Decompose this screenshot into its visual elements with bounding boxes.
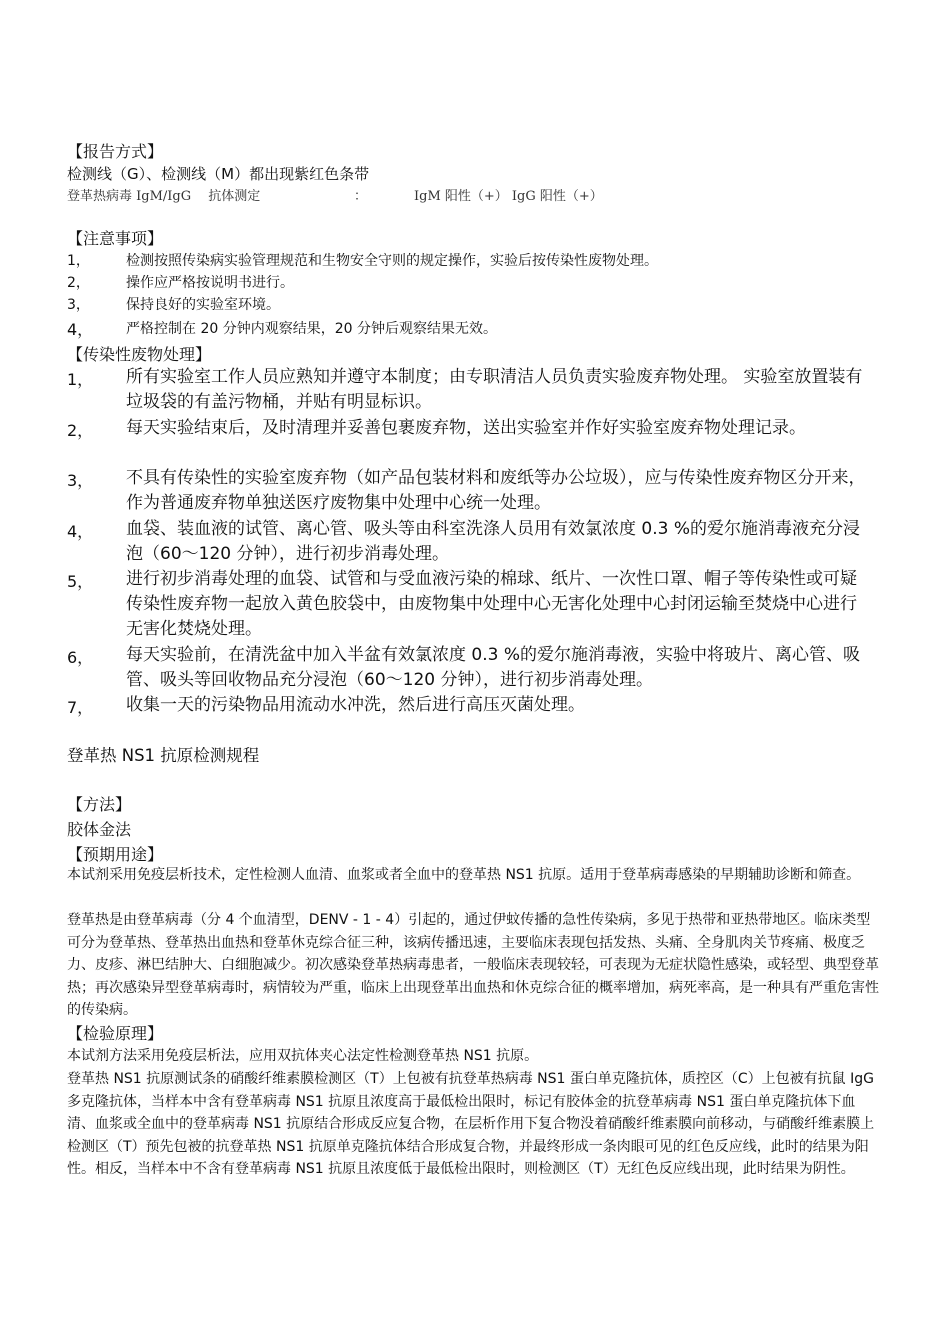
waste-number: 6， [67,648,94,667]
use-paragraph: 登革热是由登革病毒（分 4 个血清型，DENV - 1 - 4）引起的，通过伊蚊传播的急性传染病，多见于热带和亚热带地区。临床类型可分为登革热、登革热出血热和登革休克综合征三种，该病传播迅速，主要临床表现包括发热、头痛、全身肌肉关节疼痛、极度乏力、皮疹、淋巴结肿大、白细胞减少。初次感染登革热病毒患者，一般临床表现较轻，可表现为无症状隐性感染，或轻型、典型登革热；再次感染异型登革病毒时，病情较为严重，临床上出现登革出血热和休克综合征的概率增加，病死率高，是一种具有严重危害性的传染病。 [67,912,879,1018]
use-heading: 【预期用途】 [67,845,164,864]
waste-item: 每天实验结束后，及时清理并妥善包裹废弃物，送出实验室并作好实验室废弃物处理记录。 [126,418,806,438]
note-item: 检测按照传染病实验管理规范和生物安全守则的规定操作，实验后按传染性废物处理。 [126,253,658,269]
result-value: IgM 阳性（+） IgG 阳性（+） [414,189,603,204]
method-value: 胶体金法 [67,820,132,839]
principle-paragraph: 登革热 NS1 抗原测试条的硝酸纤维素膜检测区（T）上包被有抗登革热病毒 NS1 蛋白单克隆抗体，质控区（C）上包被有抗鼠 IgG 多克隆抗体，当样本中含有登革病毒 NS1 抗原且浓度高于最低检出限时，标记有胶体金的抗登革病毒 NS1 蛋白单克隆抗体下血清、血浆或全血中的登革病毒 NS1 抗原结合形成反应复合物，在层析作用下复合物没着硝酸纤维素膜向前移动，与硝酸纤维素膜上检测区（T）预先包被的抗登革热 NS1 抗原单克隆抗体结合形成复合物，并最终形成一条肉眼可见的红色反应线，此时的结果为阳性。相反，当样本中不含有登革病毒 NS1 抗原且浓度低于最低检出限时，则检测区（T）无红色反应线出现，此时结果为阴性。 [67,1071,875,1177]
waste-item: 血袋、装血液的试管、离心管、吸头等由科室洗涤人员用有效氯浓度 0.3 %的爱尔施消毒液充分浸泡（60～120 分钟），进行初步消毒处理。 [126,519,860,564]
note-item: 严格控制在 20 分钟内观察结果，20 分钟后观察结果无效。 [126,321,497,337]
principle-heading: 【检验原理】 [67,1024,164,1043]
note-item: 保持良好的实验室环境。 [126,297,280,313]
note-number: 2， [67,275,90,291]
method-heading: 【方法】 [67,795,132,814]
result-colon: ： [354,189,368,204]
waste-item: 不具有传染性的实验室废弃物（如产品包装材料和废纸等办公垃圾），应与传染性废弃物区分开来，作为普通废弃物单独送医疗废物集中处理中心统一处理。 [126,468,866,513]
waste-number: 3， [67,471,94,490]
use-paragraph: 本试剂采用免疫层析技术，定性检测人血清、血浆或者全血中的登革热 NS1 抗原。适用于登革病毒感染的早期辅助诊断和筛查。 [67,867,861,883]
waste-number: 5， [67,572,94,591]
waste-number: 4， [67,522,94,541]
report-line: 检测线（G）、检测线（M）都出现紫红色条带 [67,165,370,183]
result-label: 登革热病毒 IgM/IgG 抗体测定 [67,189,261,204]
note-item: 操作应严格按说明书进行。 [126,275,294,291]
waste-item: 每天实验前，在清洗盆中加入半盆有效氯浓度 0.3 %的爱尔施消毒液，实验中将玻片、离心管、吸管、吸头等回收物品充分浸泡（60～120 分钟），进行初步消毒处理。 [126,645,860,690]
waste-number: 2， [67,421,94,440]
waste-item: 所有实验室工作人员应熟知并遵守本制度；由专职清洁人员负责实验废弃物处理。 实验室放置装有垃圾袋的有盖污物桶，并贴有明显标识。 [126,367,863,412]
principle-paragraph: 本试剂方法采用免疫层析法，应用双抗体夹心法定性检测登革热 NS1 抗原。 [67,1048,539,1064]
note-number: 4， [67,320,94,339]
waste-item: 进行初步消毒处理的血袋、试管和与受血液污染的棉球、纸片、一次性口罩、帽子等传染性或可疑传染性废弃物一起放入黄色胶袋中，由废物集中处理中心无害化处理中心封闭运输至焚烧中心进行无害化焚烧处理。 [126,569,857,639]
report-heading: 【报告方式】 [67,142,164,161]
waste-number: 1， [67,370,94,389]
protocol-title: 登革热 NS1 抗原检测规程 [67,746,260,765]
waste-number: 7， [67,698,94,717]
waste-heading: 【传染性废物处理】 [67,345,212,364]
note-number: 3， [67,297,90,313]
note-number: 1， [67,253,90,269]
waste-item: 收集一天的污染物品用流动水冲洗，然后进行高压灭菌处理。 [126,695,585,715]
notes-heading: 【注意事项】 [67,229,164,248]
